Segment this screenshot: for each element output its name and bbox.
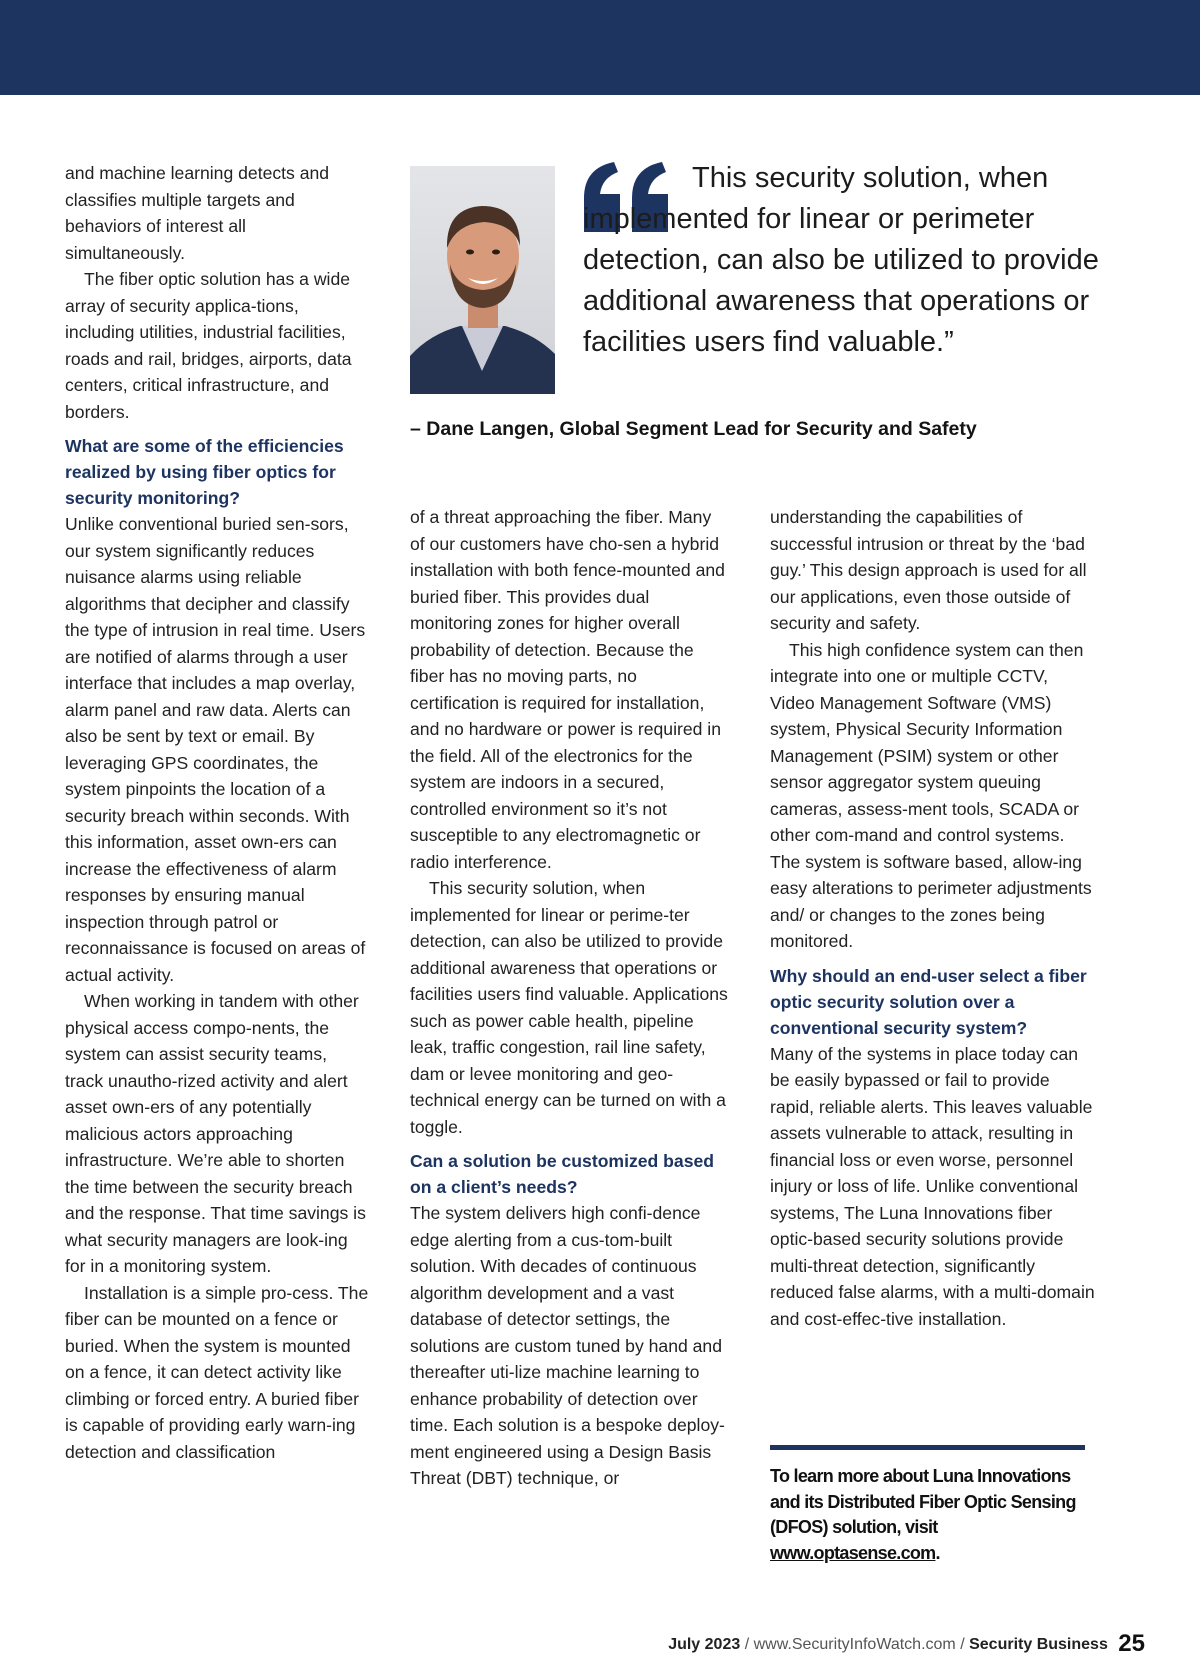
paragraph: Many of the systems in place today can be easily bypassed or fail to provide rapid, reliable alerts. This leaves valuable assets vulnerable to attack, resulting in financial loss or even worse, personnel injury or loss of life. Unlike conventional systems, The Luna Innovations fiber optic-based security solutions provide multi-threat detection, significantly reduced false alarms, with a multi-domain and cost-effec-tive installation. <box>770 1043 1095 1329</box>
learn-more-text: To learn more about Luna Innovations and its Distributed Fiber Optic Sensing (DFOS) solution, visit <box>770 1466 1076 1537</box>
section-heading: Can a solution be customized based on a client’s needs? <box>410 1151 715 1197</box>
website-link[interactable]: www.optasense.com <box>770 1542 936 1563</box>
page-number: 25 <box>1118 1630 1145 1657</box>
magazine-name: Security Business <box>969 1636 1108 1653</box>
paragraph: of a threat approaching the fiber. Many of our customers have cho-sen a hybrid installation with both fence-mounted and buried fiber. This provides dual monitoring zones for higher overall probability of detection. Because the fiber has no moving parts, no certification is required for installation, and no hardware or power is required in the field. All of the electronics for the system are indoors in a secured, controlled environment so it’s not susceptible to any electromagnetic or radio interference. <box>410 507 725 872</box>
paragraph: The system delivers high confi-dence edge alerting from a cus-tom-built solution. With decades of continuous algorithm development and a vast database of detector settings, the solutions are custom tuned by hand and thereafter uti-lize machine learning to enhance probability of detection over time. Each solution is a bespoke deploy-ment engineered using a Design Basis Threat (DBT) technique, or <box>410 1203 725 1488</box>
section-heading: Why should an end-user select a fiber optic security solution over a conventional security system? <box>770 965 1087 1038</box>
issue-date: July 2023 <box>668 1636 741 1653</box>
article-column-2 <box>410 504 728 1492</box>
article-column-3 <box>770 504 1095 1332</box>
footer-site: www.SecurityInfoWatch.com <box>753 1636 956 1653</box>
section-heading: What are some of the efficiencies realized by using fiber optics for security monitoring? <box>65 436 344 508</box>
paragraph: understanding the capabilities of successful intrusion or threat by the ‘bad guy.’ This design approach is used for all our applications, even those outside of security and safety. <box>770 507 1087 633</box>
pull-quote-text: This security solution, when implemented for linear or perimeter detection, can also be utilized to provide additional awareness that operations or facilities users find valuable.” <box>583 162 1099 358</box>
article-column-1 <box>65 160 370 1465</box>
quote-attribution: – Dane Langen, Global Segment Lead for Security and Safety <box>410 418 977 440</box>
learn-more-callout <box>770 1464 1100 1566</box>
paragraph: When working in tandem with other physical access compo-nents, the system can assist security teams, track unautho-rized activity and alert asset own-ers of any potentially malicious actors approaching infrastructure. We’re able to shorten the time between the security breach and the response. That time savings is what security managers are look-ing for in a monitoring system. <box>65 991 366 1276</box>
header-band <box>0 0 1200 95</box>
paragraph: Installation is a simple pro-cess. The fiber can be mounted on a fence or buried. When the system is mounted on a fence, it can detect activity like climbing or forced entry. A buried fiber is capable of providing early warn-ing detection and classification <box>65 1282 369 1462</box>
divider-rule <box>770 1445 1085 1450</box>
pull-quote <box>583 158 1103 363</box>
portrait-illustration <box>410 166 555 394</box>
paragraph: and machine learning detects and classifies multiple targets and behaviors of interest all simultaneously. <box>65 163 330 263</box>
footer-separator: / <box>960 1636 965 1653</box>
paragraph: Unlike conventional buried sen-sors, our system significantly reduces nuisance alarms using reliable algorithms that decipher and classify the type of intrusion in real time. Users are notified of alarms through a user interface that includes a map overlay, alarm panel and raw data. Alerts can also be sent by text or email. By leveraging GPS coordinates, the system pinpoints the location of a security breach within seconds. With this information, asset own-ers can increase the effectiveness of alarm responses by ensuring manual inspection through patrol or reconnaissance is focused on areas of actual activity. <box>65 514 366 985</box>
paragraph: This high confidence system can then integrate into one or multiple CCTV, Video Management Software (VMS) system, Physical Security Information Management (PSIM) system or other sensor aggregator system queuing cameras, assess-ment tools, SCADA or other com-mand and control systems. The system is software based, allow-ing easy alterations to perimeter adjustments and/ or changes to the zones being monitored. <box>770 639 1092 951</box>
learn-more-period: . <box>935 1542 940 1563</box>
paragraph: The fiber optic solution has a wide array of security applica-tions, including utilities, industrial facilities, roads and rail, bridges, airports, data centers, critical infrastructure, and borders. <box>65 269 352 422</box>
footer-separator: / <box>744 1636 750 1653</box>
paragraph: This security solution, when implemented for linear or perime-ter detection, can also be utilized to provide additional awareness that operations or facilities users find valuable. Applications such as power cable health, pipeline leak, traffic congestion, rail line safety, dam or levee monitoring and geo-technical energy can be turned on with a toggle. <box>410 878 728 1137</box>
portrait-photo <box>410 166 555 394</box>
page-footer <box>668 1630 1145 1658</box>
